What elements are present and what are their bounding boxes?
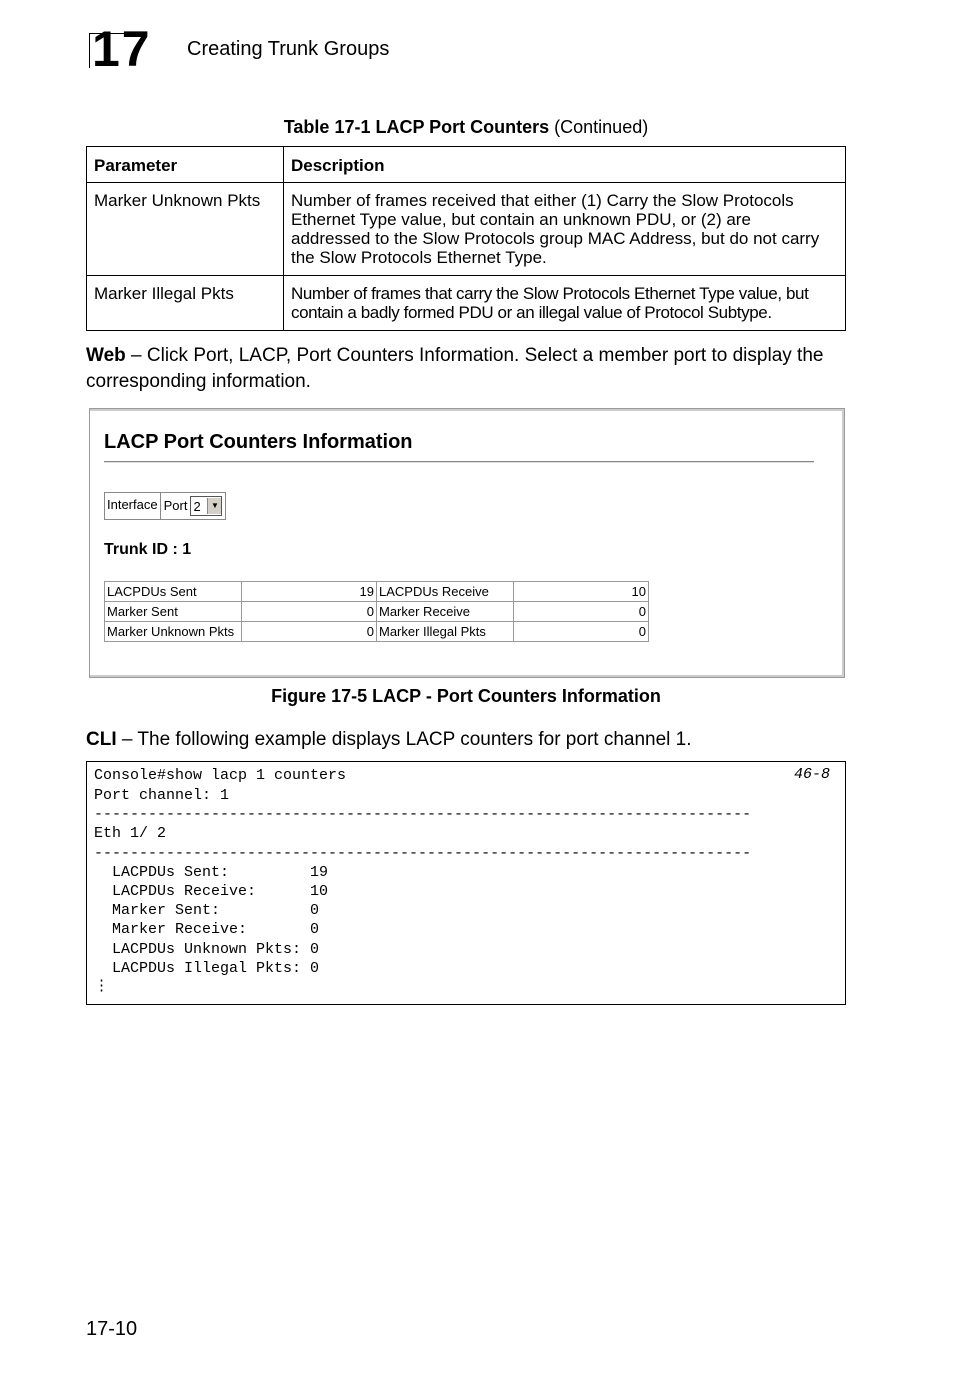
counter-label: LACPDUs Sent (105, 582, 242, 602)
cli-text: – The following example displays LACP counters for port channel 1. (116, 729, 692, 750)
counters-table (104, 581, 649, 642)
code-line: Marker Receive: 0 (94, 921, 320, 938)
column-header-description: Description (284, 147, 846, 183)
trunk-id: Trunk ID : 1 (104, 541, 192, 558)
web-text: – Click Port, LACP, Port Counters Information. Select a member port to display the corresponding information. (86, 345, 824, 392)
counter-value: 0 (242, 622, 377, 642)
title-divider (104, 461, 814, 463)
table-row (87, 276, 846, 331)
web-instructions (86, 343, 856, 395)
counter-value: 10 (514, 582, 649, 602)
counter-label: LACPDUs Receive (377, 582, 514, 602)
chapter-number: 17 (92, 21, 152, 77)
port-label: Port (163, 498, 188, 513)
parameter-cell: Marker Illegal Pkts (87, 276, 284, 331)
code-line: Eth 1/ 2 (94, 825, 167, 842)
table-caption-continued: (Continued) (549, 117, 649, 137)
table-header-row (87, 147, 846, 183)
counter-label: Marker Sent (105, 602, 242, 622)
cli-instructions (86, 727, 856, 753)
code-line: ------------------------------------------------------------------------- (94, 806, 752, 823)
parameter-cell: Marker Unknown Pkts (87, 183, 284, 276)
code-ellipsis: ⋮ (94, 978, 109, 995)
chevron-down-icon[interactable]: ▼ (207, 498, 221, 514)
description-cell: Number of frames that carry the Slow Protocols Ethernet Type value, but contain a badly formed PDU or an illegal value of Protocol Subtype. (284, 276, 846, 331)
code-line: ------------------------------------------------------------------------- (94, 845, 752, 862)
interface-selector (104, 492, 226, 520)
column-header-parameter: Parameter (87, 147, 284, 183)
table-row (87, 183, 846, 276)
code-line: LACPDUs Receive: 10 (94, 883, 329, 900)
code-line: LACPDUs Unknown Pkts: 0 (94, 941, 320, 958)
code-line: Console#show lacp 1 counters (94, 767, 347, 784)
description-cell: Number of frames received that either (1) Carry the Slow Protocols Ethernet Type value, but contain an unknown PDU, or (2) are addressed to the Slow Protocols group MAC Address, but do not carry the Slow Protocols Ethernet Type. (284, 183, 846, 276)
counter-value: 0 (242, 602, 377, 622)
counter-label: Marker Receive (377, 602, 514, 622)
counter-value: 0 (514, 622, 649, 642)
code-line: LACPDUs Illegal Pkts: 0 (94, 960, 320, 977)
cli-label: CLI (86, 729, 117, 750)
figure-caption: Figure 17-5 LACP - Port Counters Information (271, 686, 661, 706)
code-line: LACPDUs Sent: 19 (94, 864, 329, 881)
counter-value: 19 (242, 582, 377, 602)
web-label: Web (86, 345, 126, 366)
port-select[interactable] (190, 496, 222, 516)
counter-label: Marker Unknown Pkts (105, 622, 242, 642)
counter-value: 0 (514, 602, 649, 622)
port-select-value: 2 (193, 498, 201, 514)
counter-row (105, 582, 649, 602)
screenshot-title: LACP Port Counters Information (104, 431, 413, 453)
counter-row (105, 622, 649, 642)
table-caption (86, 117, 846, 138)
table-caption-title: Table 17-1 LACP Port Counters (283, 117, 550, 137)
counter-label: Marker Illegal Pkts (377, 622, 514, 642)
web-screenshot (89, 408, 845, 678)
lacp-counters-table (86, 146, 846, 331)
counter-row (105, 602, 649, 622)
interface-label: Interface (105, 493, 161, 519)
code-line: Port channel: 1 (94, 787, 230, 804)
command-reference: 46-8 (793, 766, 830, 783)
code-line: Marker Sent: 0 (94, 902, 320, 919)
cli-code-block (86, 761, 846, 1005)
chapter-title: Creating Trunk Groups (187, 38, 390, 60)
page-number: 17-10 (86, 1318, 138, 1340)
